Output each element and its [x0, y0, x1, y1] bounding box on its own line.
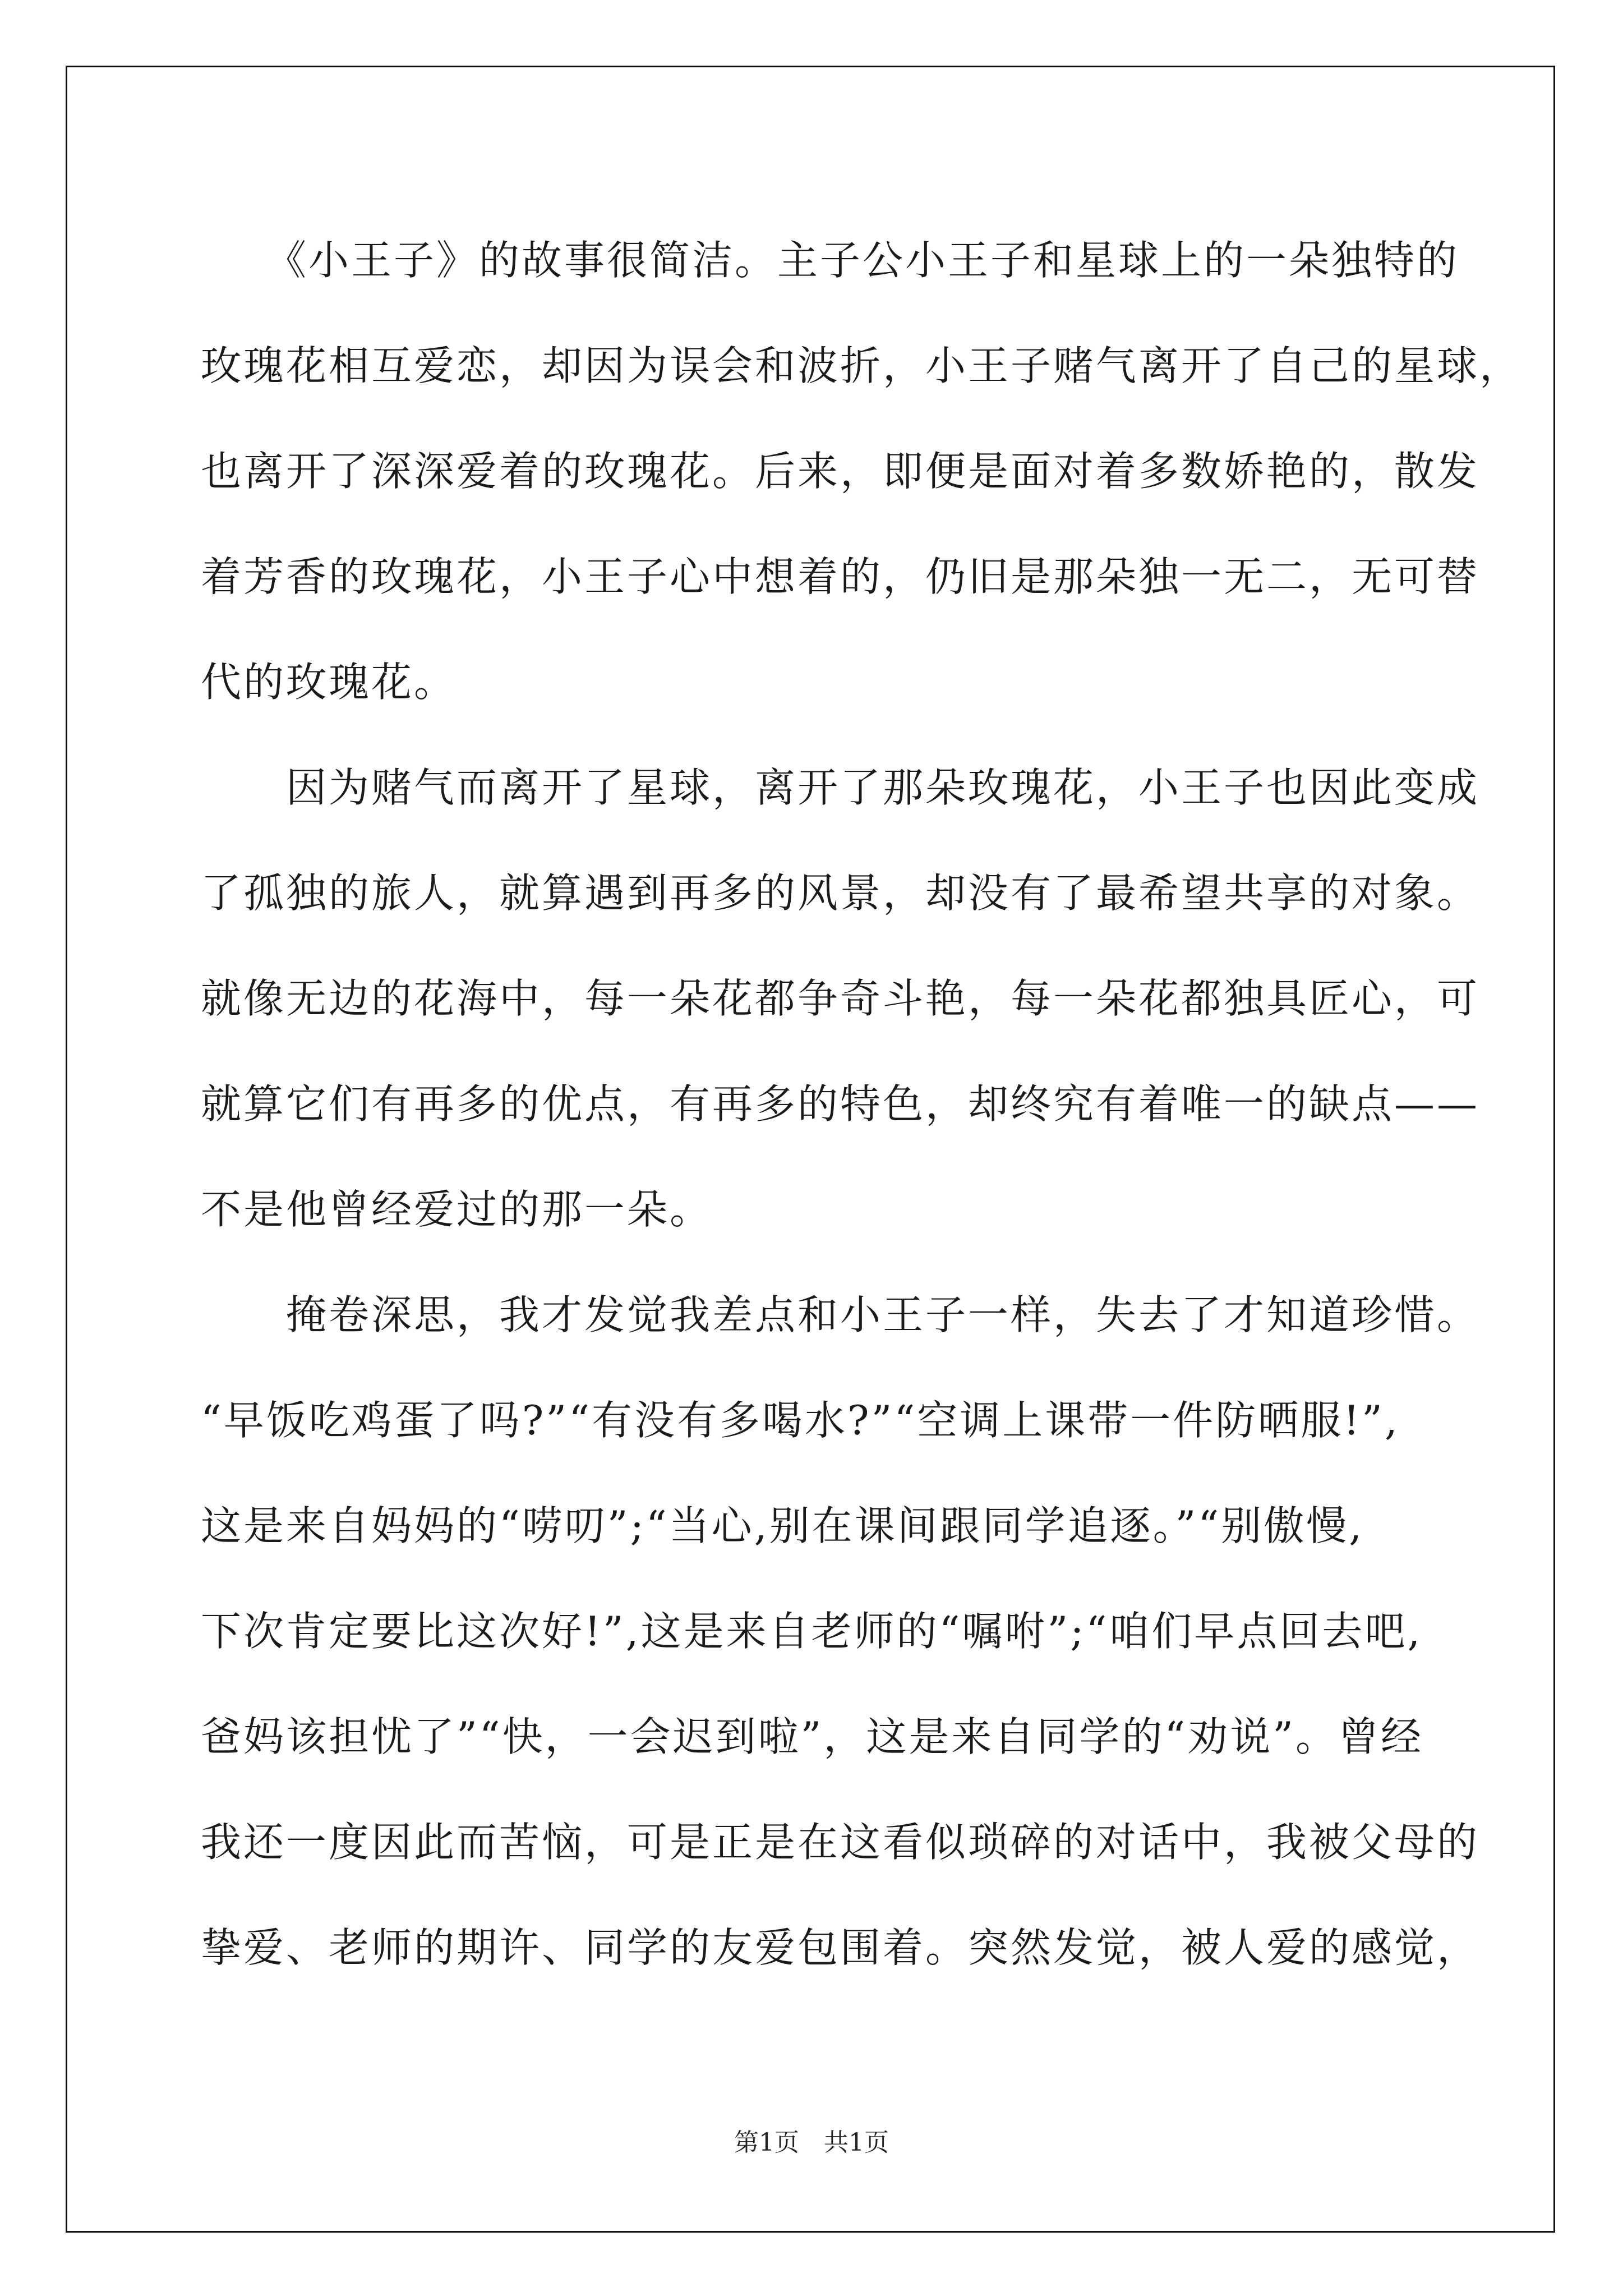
text-line: 玫瑰花相互爱恋，却因为误会和波折，小王子赌气离开了自己的星球， [201, 342, 1523, 389]
text-line: 我还一度因此而苦恼，可是正是在这看似琐碎的对话中，我被父母的 [201, 1819, 1480, 1866]
paragraph-1 [201, 208, 1523, 735]
text-line: 《小王子》的故事很简洁。主子公小王子和星球上的一朵独特的 [201, 237, 1460, 284]
text-line: 了孤独的旅人，就算遇到再多的风景，却没有了最希望共享的对象。 [201, 869, 1480, 917]
text-line: 就像无边的花海中，每一朵花都争奇斗艳，每一朵花都独具匠心，可 [201, 975, 1480, 1022]
text-line: 代的玫瑰花。 [201, 659, 457, 706]
text-line: 这是来自妈妈的“唠叨”;“当心,别在课间跟同学追逐。”“别傲慢, [201, 1502, 1364, 1549]
text-line: 就算它们有再多的优点，有再多的特色，却终究有着唯一的缺点—— [201, 1080, 1480, 1128]
text-line: 不是他曾经爱过的那一朵。 [201, 1186, 713, 1233]
text-line: 下次肯定要比这次好!”,这是来自老师的“嘱咐”;“咱们早点回去吧, [201, 1608, 1423, 1655]
text-line: 爸妈该担忧了”“快，一会迟到啦”，这是来自同学的“劝说”。曾经 [201, 1713, 1424, 1760]
text-line: 挚爱、老师的期许、同学的友爱包围着。突然发觉，被人爱的感觉， [201, 1924, 1480, 1971]
text-line: 也离开了深深爱着的玫瑰花。后来，即便是面对着多数娇艳的，散发 [201, 448, 1480, 495]
text-line: 着芳香的玫瑰花，小王子心中想着的，仍旧是那朵独一无二，无可替 [201, 553, 1480, 600]
paragraph-2 [201, 735, 1480, 1262]
document-body [201, 208, 1523, 2000]
paragraph-3 [201, 1262, 1480, 2000]
text-line: 掩卷深思，我才发觉我差点和小王子一样，失去了才知道珍惜。 [201, 1291, 1480, 1338]
page-number-footer: 第1页 共1页 [734, 2128, 889, 2157]
text-line: “早饭吃鸡蛋了吗?”“有没有多喝水?”“空调上课带一件防晒服!”, [201, 1397, 1400, 1444]
text-line: 因为赌气而离开了星球，离开了那朵玫瑰花，小王子也因此变成 [201, 764, 1480, 811]
